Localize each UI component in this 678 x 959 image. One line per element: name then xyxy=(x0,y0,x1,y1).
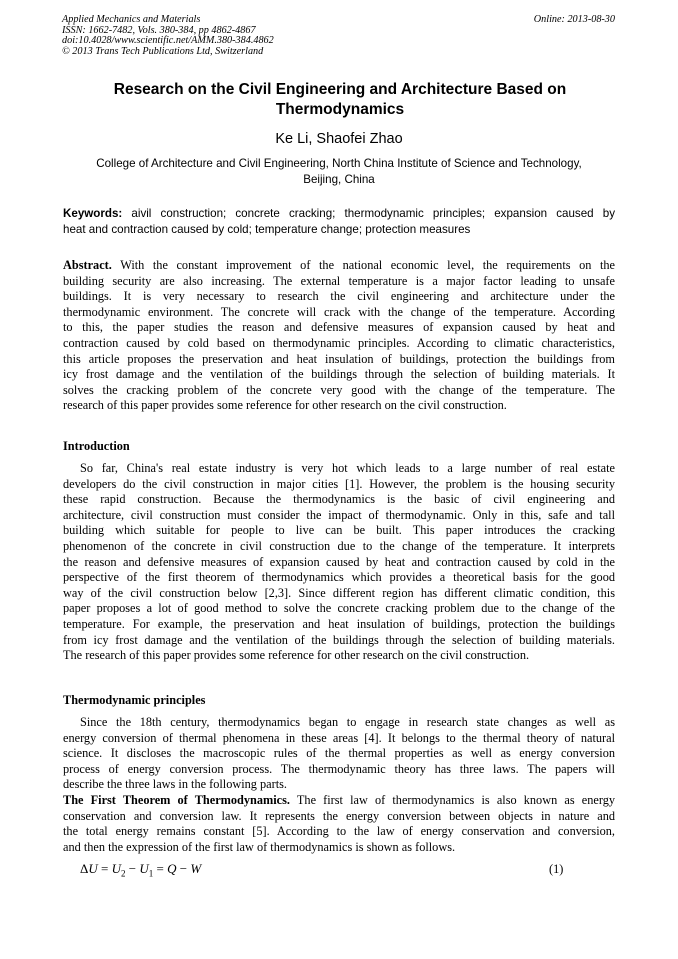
first-law-line: the total energy remains constant [5]. According to the law of energy conservation and conversion, xyxy=(63,824,615,839)
section-heading-introduction: Introduction xyxy=(63,439,130,453)
abstract-label: Abstract. xyxy=(63,258,112,272)
thermo-line: process of energy conversion process. The thermodynamic theory has three laws. The papers will xyxy=(63,761,615,776)
journal-name: Applied Mechanics and Materials xyxy=(62,14,201,25)
equation-first-law xyxy=(80,861,201,879)
eq-u2: U xyxy=(111,861,121,876)
thermo-body xyxy=(63,715,615,855)
abstract-line: this article proposes the preservation and heat insulation of buildings, protection the buildings from xyxy=(63,351,615,366)
eq-u1-sub: 1 xyxy=(148,868,154,879)
intro-line: these rapid construction. Because the thermodynamics is the basic of civil engineering and xyxy=(63,492,615,507)
first-law-line xyxy=(63,793,615,809)
paper-title xyxy=(70,80,610,120)
first-law-line: conservation and conversion law. It represents the energy conversion between objects in nature and xyxy=(63,808,615,823)
intro-line: The research of this paper provides some reference for other research on the civil construction. xyxy=(63,648,530,663)
intro-line: phenomenon of the concrete in civil construction due to the change of the temperature. It interprets xyxy=(63,538,615,553)
title-line-1: Research on the Civil Engineering and Architecture Based on xyxy=(113,81,567,98)
introduction-body xyxy=(63,461,615,664)
intro-line: temperature. For example, the preservation and heat insulation of buildings, protection the buildings xyxy=(63,616,615,631)
intro-line: developers do the civil construction in major cities [1]. However, the problem is the housing security xyxy=(63,476,615,491)
title-line-2: Thermodynamics xyxy=(275,101,405,118)
issn-line: ISSN: 1662-7482, Vols. 380-384, pp 4862-4867 xyxy=(62,24,256,36)
eq-equals: = xyxy=(153,861,168,876)
eq-equals: = xyxy=(97,861,112,876)
thermo-line: describe the three laws in the following parts. xyxy=(63,777,288,792)
abstract-line xyxy=(63,258,615,274)
abstract-line: research of this paper provides some reference for other research on the civil construction. xyxy=(63,398,507,413)
abstract-line: building security are also increasing. The external temperature is a major factor leading to unsafe xyxy=(63,273,615,288)
abstract-line: buildings. It is very necessary to research the civil engineering and architecture under the xyxy=(63,289,615,304)
affiliation xyxy=(62,156,616,188)
keywords xyxy=(63,206,615,238)
abstract-text: With the constant improvement of the national economic level, the requirements on the xyxy=(111,258,615,272)
eq-u2-sub: 2 xyxy=(121,868,126,879)
section-heading-thermodynamic-principles: Thermodynamic principles xyxy=(63,693,206,707)
intro-line: way of the civil construction below [2,3]. Since different region has different climatic condition, this xyxy=(63,585,615,600)
journal-header xyxy=(62,15,274,57)
keywords-line-1 xyxy=(63,206,615,222)
abstract-line: solves the cracking problem of the concrete very good with the change of the temperature. The xyxy=(63,382,615,397)
abstract-line: to this, the paper studies the reason and defensive measures of expansion caused by heat and xyxy=(63,320,615,335)
intro-line: perspective of the first theorem of thermodynamics which provides a theoretical basis for the good xyxy=(63,570,615,585)
abstract-line: thermodynamic environment. The concrete will crack with the change of the temperature. According xyxy=(63,304,615,319)
first-law-label: The First Theorem of Thermodynamics. xyxy=(63,792,290,807)
keywords-line-2: heat and contraction caused by cold; temperature change; protection measures xyxy=(63,223,471,236)
eq-u1: U xyxy=(139,861,149,876)
equation-number: (1) xyxy=(549,862,564,876)
eq-w: W xyxy=(190,861,202,876)
first-law-line: and then the expression of the first law of thermodynamics is shown as follows. xyxy=(63,839,456,854)
thermo-line: Since the 18th century, thermodynamics began to engage in research state changes as well as xyxy=(80,715,615,729)
doi-line: doi:10.4028/www.scientific.net/AMM.380-384.4862 xyxy=(62,35,274,47)
affiliation-line-2: Beijing, China xyxy=(303,173,375,186)
eq-lhs: U xyxy=(88,861,98,876)
keywords-label: Keywords: xyxy=(63,207,123,220)
abstract xyxy=(63,258,615,414)
intro-line: paper proposes a lot of good method to solve the concrete cracking problem due to the change of the xyxy=(63,601,615,616)
copyright-line: © 2013 Trans Tech Publications Ltd, Switzerland xyxy=(62,45,264,57)
intro-line: So far, China's real estate industry is very hot which leads to a large number of real estate xyxy=(80,461,615,475)
abstract-line: icy frost damage and the ventilation of the buildings through the selection of building materials. It xyxy=(63,367,615,382)
eq-minus: − xyxy=(176,861,191,876)
first-law-text: The first law of thermodynamics is also known as energy xyxy=(290,792,615,807)
intro-line: from icy frost damage and the ventilation of the buildings through the selection of building materials. xyxy=(63,632,615,647)
online-date: Online: 2013-08-30 xyxy=(533,14,615,25)
intro-line: architecture, civil construction must consider the impact of thermodynamic. Only in this, safe and tall xyxy=(63,507,615,522)
keywords-text-1: aivil construction; concrete cracking; thermodynamic principles; expansion caused by xyxy=(122,207,615,220)
abstract-line: contraction caused by cold based on thermodynamic principles. According to climatic characteristics, xyxy=(63,335,615,350)
eq-q: Q xyxy=(167,861,177,876)
thermo-line: science. It discloses the macroscopic rules of the thermal properties as well as energy conversion xyxy=(63,746,615,761)
thermo-line: energy conversion of thermal phenomena in these areas [4]. It belongs to the thermal theory of natural xyxy=(63,730,615,745)
affiliation-line-1: College of Architecture and Civil Engineering, North China Institute of Science and Technology, xyxy=(96,157,582,170)
intro-line: the reason and defensive measures of expansion caused by heat and contraction caused by cold in the xyxy=(63,554,615,569)
eq-delta: Δ xyxy=(80,861,89,876)
eq-minus: − xyxy=(125,861,140,876)
authors: Ke Li, Shaofei Zhao xyxy=(275,131,403,147)
intro-line: building which suitable for people to live can be built. This paper introduces the cracking xyxy=(63,523,615,538)
